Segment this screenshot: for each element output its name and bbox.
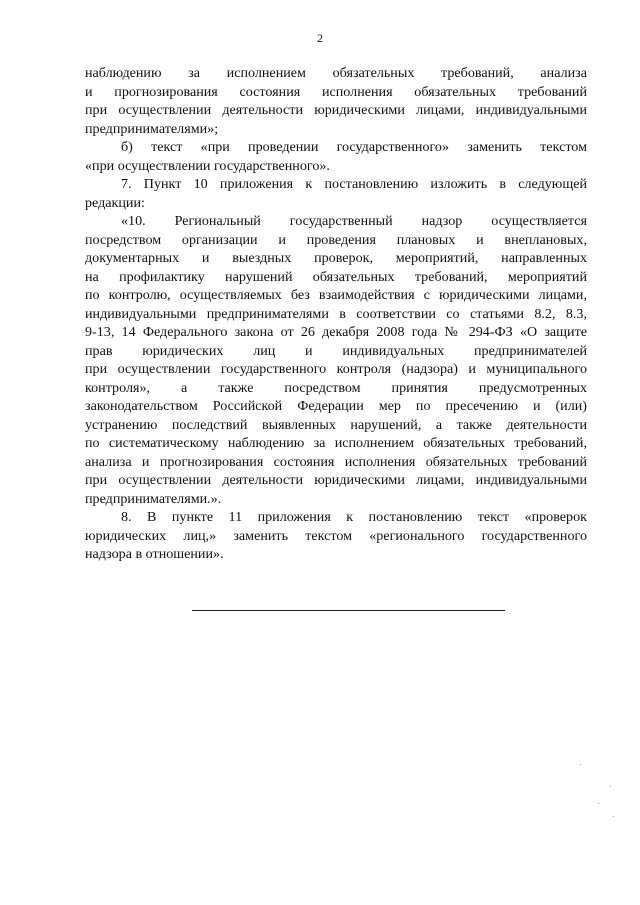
text-line: юридических лиц,» заменить текстом «регионального государственного [85, 527, 587, 544]
separator-line [192, 610, 505, 611]
text-line: 7. Пункт 10 приложения к постановлению изложить в следующей [121, 176, 587, 192]
text-line: редакции: [85, 194, 145, 211]
scan-speck [610, 786, 611, 787]
text-line: «при осуществлении государственного». [85, 157, 330, 174]
text-line: надзора в отношении». [85, 546, 224, 562]
text-line: посредством организации и проведения плановых и внеплановых, [85, 231, 587, 248]
text-line: индивидуальными предпринимателями в соответствии со статьями 8.2, 8.3, [85, 305, 587, 322]
text-line: по контролю, осуществляемых без взаимодействия с юридическими лицами, [85, 287, 587, 303]
text-line: б) текст «при проведении государственного» заменить текстом [121, 139, 587, 155]
text-line: при осуществлении деятельности юридическими лицами, индивидуальными [85, 102, 587, 118]
text-line: и прогнозирования состояния исполнения обязательных требований [85, 83, 587, 100]
text-line: предпринимателями»; [85, 120, 219, 137]
text-line: прав юридических лиц и индивидуальных предпринимателей [85, 342, 587, 359]
text-line: документарных и выездных проверок, мероприятий, направленных [85, 250, 587, 266]
text-line: на профилактику нарушений обязательных требований, мероприятий [85, 268, 587, 285]
scan-speck [613, 816, 614, 817]
text-line: предпринимателями.». [85, 490, 222, 507]
text-line: законодательством Российской Федерации мер по пресечению и (или) [85, 398, 587, 414]
text-line: анализа и прогнозирования состояния исполнения обязательных требований [85, 453, 587, 470]
text-line: 8. В пункте 11 приложения к постановлению текст «проверок [121, 509, 587, 525]
text-line: наблюдению за исполнением обязательных требований, анализа [85, 65, 587, 81]
text-line: контроля», а также посредством принятия предусмотренных [85, 379, 587, 396]
text-line: при осуществлении государственного контроля (надзора) и муниципального [85, 361, 587, 377]
scan-speck [598, 803, 599, 804]
text-line: «10. Региональный государственный надзор осуществляется [121, 213, 587, 229]
text-line: при осуществлении деятельности юридическими лицами, индивидуальными [85, 472, 587, 488]
document-body [85, 64, 587, 564]
text-line: 9-13, 14 Федерального закона от 26 декабря 2008 года № 294-ФЗ «О защите [85, 324, 587, 340]
scan-speck [580, 764, 581, 765]
page-number: 2 [317, 31, 323, 45]
text-line: по систематическому наблюдению за исполнением обязательных требований, [85, 435, 587, 451]
text-line: устранению последствий выявленных нарушений, а также деятельности [85, 416, 587, 433]
